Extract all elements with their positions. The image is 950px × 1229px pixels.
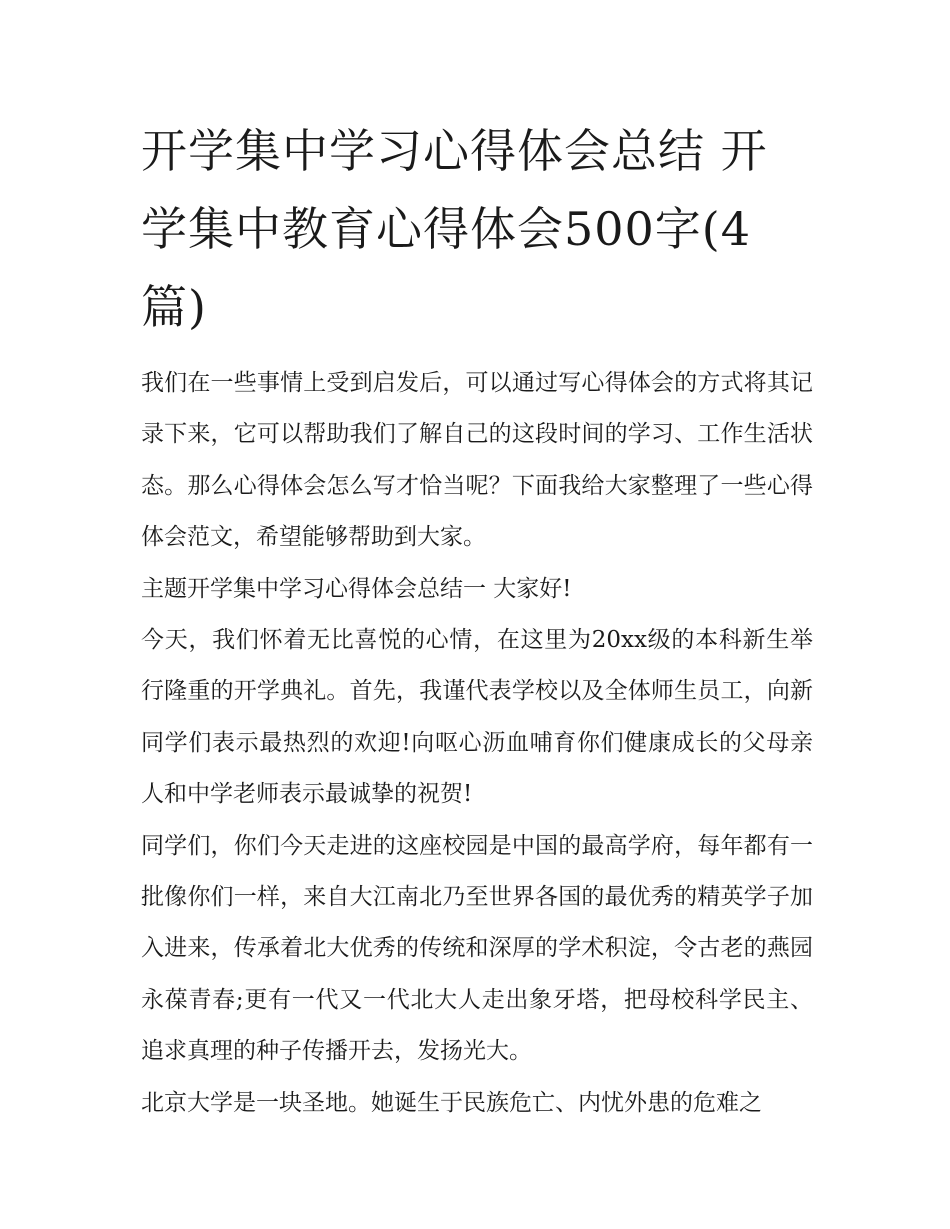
paragraph-opening: 今天，我们怀着无比喜悦的心情，在这里为20xx级的本科新生举行隆重的开学典礼。首先，我谨代表学校以及全体师生员工，向新同学们表示最热烈的欢迎!向呕心沥血哺育你们健康成长的父母亲人和中学老师表示最诚挚的祝贺! bbox=[141, 627, 813, 808]
paragraph-campus: 同学们，你们今天走进的这座校园是中国的最高学府，每年都有一批像你们一样，来自大江南北乃至世界各国的最优秀的精英学子加入进来，传承着北大优秀的传统和深厚的学术积淀，令古老的燕园永葆青春;更有一代又一代北大人走出象牙塔，把母校科学民主、追求真理的种子传播开去，发扬光大。 bbox=[141, 832, 813, 1065]
paragraph-peking-university: 北京大学是一块圣地。她诞生于民族危亡、内忧外患的危难之 bbox=[141, 1089, 762, 1116]
paragraph-topic-heading: 主题开学集中学习心得体会总结一 大家好! bbox=[141, 575, 572, 602]
document-page bbox=[141, 112, 813, 1129]
paragraph-intro: 我们在一些事情上受到启发后，可以通过写心得体会的方式将其记录下来，它可以帮助我们了解自己的这段时间的学习、工作生活状态。那么心得体会怎么写才恰当呢？下面我给大家整理了一些心得体会范文，希望能够帮助到大家。 bbox=[141, 370, 813, 551]
document-title: 开学集中学习心得体会总结 开学集中教育心得体会500字(4篇) bbox=[141, 124, 768, 334]
